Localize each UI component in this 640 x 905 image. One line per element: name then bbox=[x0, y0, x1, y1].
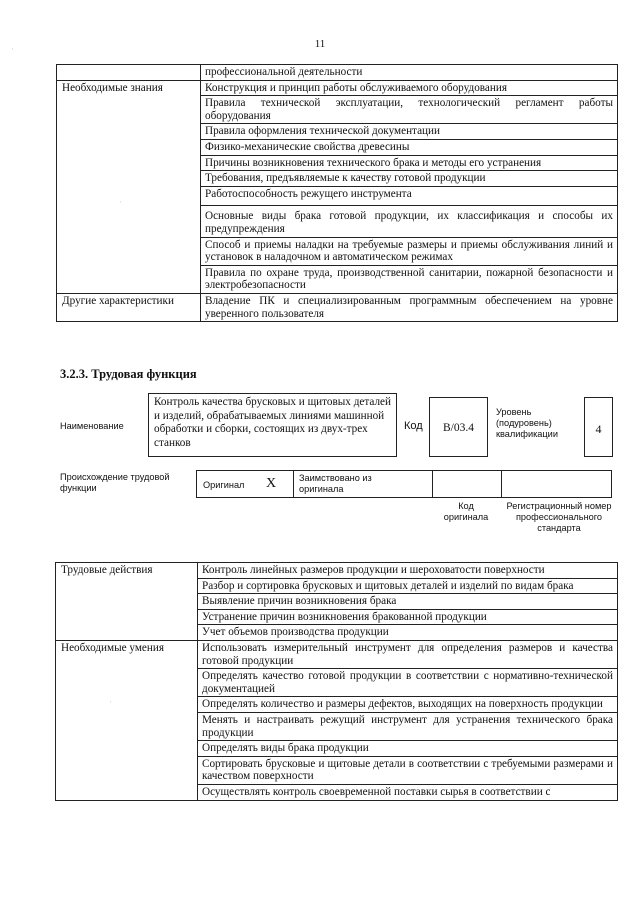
skill-item: Определять виды брака продукции bbox=[198, 741, 618, 757]
reg-caption: Регистрационный номер профессионального стандарта bbox=[506, 501, 612, 533]
knowledge-item: Конструкция и принцип работы обслуживаемого оборудования bbox=[201, 80, 618, 96]
knowledge-item: Физико-механические свойства древесины bbox=[201, 139, 618, 155]
skill-item: Использовать измерительный инструмент для определения размеров и качества готовой продукции bbox=[198, 640, 618, 668]
table-row bbox=[57, 293, 618, 321]
action-item: Выявление причин возникновения брака bbox=[198, 594, 618, 610]
code-caption: Код оригинала bbox=[443, 501, 489, 522]
knowledge-item: Работоспособность режущего инструмента bbox=[201, 186, 618, 206]
table-row bbox=[56, 563, 618, 579]
knowledge-item: Способ и приемы наладки на требуемые размеры и приемы обслуживания линий и установок в наладочном и автоматическом режимах bbox=[201, 237, 618, 265]
skill-item: Менять и настраивать режущий инструмент для устранения технического брака продукции bbox=[198, 712, 618, 740]
action-item: Контроль линейных размеров продукции и шероховатости поверхности bbox=[198, 563, 618, 579]
code-label: Код bbox=[404, 420, 423, 432]
table-row bbox=[57, 80, 618, 96]
function-name: Контроль качества брусковых и щитовых деталей и изделий, обрабатываемых линиями машинной обработки и сборки, состоящих из двух-трех станков bbox=[148, 393, 397, 457]
knowledge-item: Правила по охране труда, производственной санитарии, пожарной безопасности и электробезопасности bbox=[201, 265, 618, 293]
action-item: Разбор и сортировка брусковых и щитовых деталей и изделий по видам брака bbox=[198, 578, 618, 594]
skill-item: Сортировать брусковые и щитовые детали в соответствии с требуемыми размерами и качеством поверхности bbox=[198, 756, 618, 784]
qualification-level: 4 bbox=[584, 397, 613, 457]
table-row bbox=[57, 65, 618, 81]
table-row bbox=[56, 640, 618, 668]
skills-label: Необходимые умения bbox=[56, 640, 198, 800]
section-heading: 3.2.3. Трудовая функция bbox=[60, 367, 197, 381]
level-label: Уровень (подуровень) квалификации bbox=[496, 407, 558, 439]
other-text: Владение ПК и специализированным программным обеспечением на уровне уверенного пользователя bbox=[201, 293, 618, 321]
scan-speck: • bbox=[12, 47, 14, 51]
borrowed-label: Заимствовано из оригинала bbox=[299, 473, 372, 494]
scan-speck: • bbox=[120, 200, 122, 204]
page-number: 11 bbox=[314, 38, 326, 50]
skill-item: Определять качество готовой продукции в соответствии с нормативно-технической документацией bbox=[198, 669, 618, 697]
knowledge-label: Необходимые знания bbox=[57, 80, 201, 293]
action-item: Устранение причин возникновения бракованной продукции bbox=[198, 609, 618, 625]
actions-skills-table bbox=[55, 562, 618, 801]
knowledge-item: Требования, предъявляемые к качеству готовой продукции bbox=[201, 171, 618, 187]
knowledge-item: Правила оформления технической документации bbox=[201, 124, 618, 140]
function-code: B/03.4 bbox=[429, 397, 488, 457]
original-label: Оригинал bbox=[203, 480, 245, 490]
knowledge-table bbox=[56, 64, 618, 322]
knowledge-item: Причины возникновения технического брака и методы его устранения bbox=[201, 155, 618, 171]
skill-item: Осуществлять контроль своевременной поставки сырья в соответствии с bbox=[198, 784, 618, 800]
origin-box bbox=[196, 470, 612, 498]
knowledge-item: Правила технической эксплуатации, технологический регламент работы оборудования bbox=[201, 96, 618, 124]
scan-speck: • bbox=[110, 700, 112, 704]
table-cell: профессиональной деятельности bbox=[201, 65, 618, 81]
name-label: Наименование bbox=[60, 421, 124, 431]
actions-label: Трудовые действия bbox=[56, 563, 198, 641]
action-item: Учет объемов производства продукции bbox=[198, 625, 618, 641]
origin-label: Происхождение трудовой функции bbox=[60, 472, 170, 493]
skill-item: Определять количество и размеры дефектов, выходящих на поверхность продукции bbox=[198, 697, 618, 713]
knowledge-item: Основные виды брака готовой продукции, их классификация и способы их предупреждения bbox=[201, 206, 618, 237]
other-label: Другие характеристики bbox=[57, 293, 201, 321]
original-mark: X bbox=[266, 476, 277, 491]
